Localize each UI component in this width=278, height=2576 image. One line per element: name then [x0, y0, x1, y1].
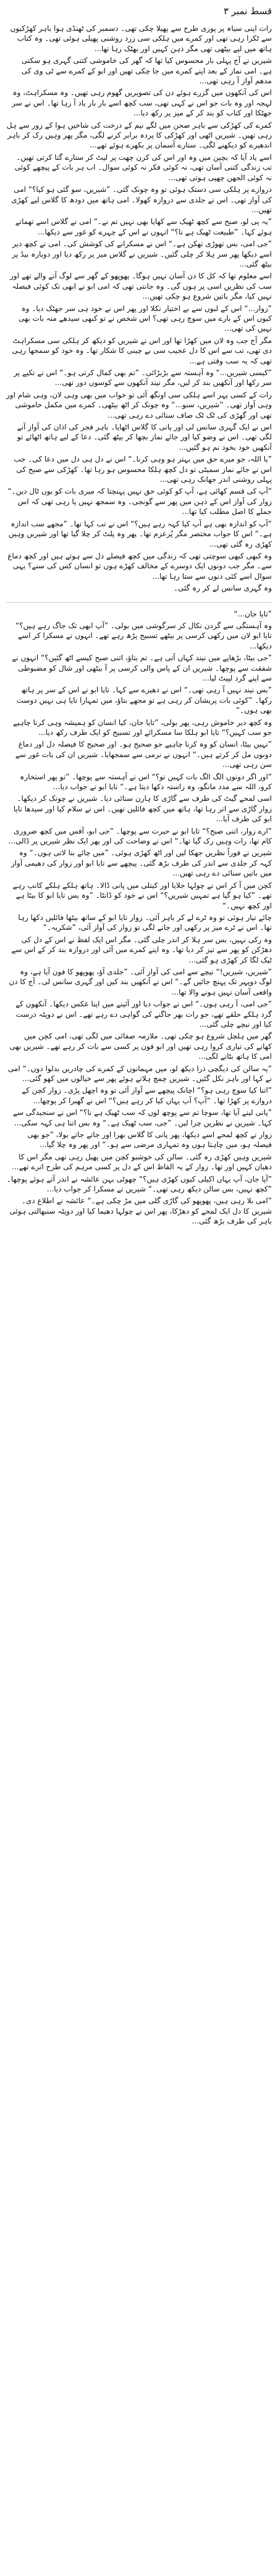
paragraph: اس کی آنکھوں میں گزرے ہوئے دن کی تصویریں گھوم رہی تھیں۔ وہ مسکراہٹ، وہ لہجہ اور وہ بات جو اس نے کہی تھی، سب کچھ اسے بار بار یاد آ رہا تھا۔ اس نے سر جھٹکا اور کتاب کو بند کر کے میز پر رکھ دیا... — [12, 88, 272, 118]
paragraph: شیریں وہیں کھڑی رہ گئی۔ سالن کی خوشبو کچن میں پھیل رہی تھی مگر اس کا دھیان کہیں اور تھا۔ زوار کے یہ الفاظ اس کے دل پر کسی مرہم کی طرح اترے تھے... — [12, 1152, 272, 1172]
paragraph: وہ رکی نہیں، بس سر ہلا کر اندر چلی گئی۔ مگر اس ایک لفظ نے اس کے دل کی دھڑکن کو پھر سے تیز کر دیا تھا۔ وہ اپنے کمرے میں آئی اور دروازہ بند کر کے اس سے ٹیک لگا کر کھڑی ہو گئی... — [11, 935, 272, 964]
paragraph: رات کے کسی پہر اسے ہلکی سی اونگھ آئی تو خواب میں بھی وہی لان، وہی شام اور وہی آواز تھی۔ ”شیریں، سنو...“ وہ چونک کر اٹھ بیٹھی۔ کمرے میں مکمل خاموشی تھی اور گھڑی کی ٹک ٹک صاف سنائی دے رہی تھی... — [6, 390, 272, 420]
paragraph: کمرے کی کھڑکی سے باہر صحن میں لگے نیم کے درخت کی شاخیں ہوا کے زور سے ہل رہی تھیں۔ شیریں اٹھی اور کھڑکی کا پردہ برابر کرنے لگی، مگر پھر وہیں رک کر باہر اندھیرے کو دیکھنے لگی۔ ستارے آسمان پر بکھرے ہوئے تھے... — [6, 120, 272, 150]
paragraph: کچن میں آ کر اس نے چولہا جلایا اور کیتلی میں پانی ڈالا۔ ہاتھ ہلکے ہلکے کانپ رہے تھے۔ ”کیا ہو گیا ہے تمہیں شیریں؟“ اس نے خود کو ڈانٹا۔ ”وہ بس تایا ابو کا بیٹا ہے اور کچھ نہیں۔“ — [12, 880, 272, 910]
paragraph: مگر آج جب وہ لان میں کھڑا تھا اور اس نے شیریں کو دیکھ کر ہلکی سی مسکراہٹ دی تھی، تب سے اس کا دل عجیب سی بے چینی کا شکار تھا۔ وہ خود کو سمجھا رہی تھی کہ یہ سب وقتی ہے... — [12, 336, 272, 365]
paragraph: ”امی بلا رہی ہیں، پھوپھو کی گاڑی گلی میں مڑ چکی ہے۔“ عائشہ نے اطلاع دی۔ شیریں کا دل ایک لمحے کو دھڑکا، پھر اس نے چولہا دھیما کیا اور دوپٹہ سنبھالتی ہوئی باہر کی طرف بڑھ گئی... — [9, 1196, 272, 1226]
paragraph: اسے معلوم تھا کہ کل کا دن آسان نہیں ہوگا۔ پھوپھو کے گھر سے لوگ آنے والے تھے اور سب کی نظریں اسی پر ہوں گی۔ وہ جانتی تھی کہ امی ابو نے ابھی تک کوئی فیصلہ نہیں کیا، مگر باتیں شروع ہو چکی تھیں... — [10, 271, 272, 301]
paragraph: ”زوار...“ اس کے لبوں سے بے اختیار نکلا اور پھر اس نے خود ہی سر جھٹک دیا۔ وہ کیوں اس کے بارے میں سوچ رہی تھی؟ اس شخص نے تو کبھی سیدھے منہ بات بھی نہیں کی تھی... — [18, 304, 272, 333]
paragraph: زوار نے کچھ لمحے اسے دیکھا، پھر پانی کا گلاس بھرا اور جاتے جاتے بولا، ”جو بھی فیصلہ ہو، میں چاہتا ہوں وہ تمہاری مرضی سے ہو۔“ اور پھر وہ چلا گیا... — [27, 1130, 272, 1149]
paragraph: ”بس نیند نہیں آ رہی تھی۔“ اس نے دھیرے سے کہا۔ تایا ابو نے اس کے سر پر ہاتھ رکھا۔ ”کوئی بات پریشان کر رہی ہے تو مجھے بتاؤ، میں تمہارا تایا ہی نہیں دوست بھی ہوں۔“ — [16, 685, 272, 715]
paragraph: ”جی امی، بس تھوڑی تھکن ہے۔“ اس نے مسکرانے کی کوشش کی۔ امی نے کچھ دیر اسے دیکھا پھر سر ہلا کر چلی گئیں۔ شیریں نے گلاس میز پر رکھ دیا اور دوبارہ بیڈ پر بیٹھ گئی... — [12, 239, 272, 268]
paragraph: اسے یاد آیا کہ بچپن میں وہ اور اس کی کزن چھت پر لیٹ کر ستارے گنا کرتی تھیں۔ تب زندگی کتنی آسان تھی، نہ کوئی فکر نہ کوئی سوال۔ اب ہر بات کے پیچھے کوئی نہ کوئی الجھن چھپی ہوتی تھی... — [14, 152, 272, 182]
paragraph: ”اتنا کیا سوچ رہی ہو؟“ اچانک پیچھے سے آواز آئی تو وہ اچھل پڑی۔ زوار کچن کے دروازے پر کھڑا تھا۔ ”آپ؟ آپ یہاں کیا کر رہے ہیں؟“ اس نے گھبرا کر پوچھا... — [22, 1086, 272, 1105]
text-section-2 — [6, 609, 272, 1227]
paragraph: ”کیسی شیریں...“ وہ آہستہ سے بڑبڑائی۔ ”تم بھی کمال کرتی ہو۔“ اس نے تکیے پر سر رکھا اور آنکھیں بند کر لیں، مگر نیند آنکھوں سے کوسوں دور تھی... — [14, 368, 272, 387]
paragraph: دروازے پر ہلکی سی دستک ہوئی تو وہ چونک گئی۔ ”شیریں، سو گئی ہو کیا؟“ امی کی آواز تھی۔ اس نے جلدی سے دروازہ کھولا۔ امی ہاتھ میں دودھ کا گلاس لیے کھڑی تھیں... — [11, 185, 272, 214]
paragraph: ”تایا جان...“ — [234, 609, 272, 618]
paragraph: ”آپ کو اندازہ بھی ہے آپ کیا کہہ رہے ہیں؟“ اس نے تب کہا تھا۔ ”مجھے سب اندازہ ہے۔“ اس کا جواب مختصر مگر پُرعزم تھا۔ پھر وہ پلٹ کر چلا گیا تھا اور شیریں وہیں کھڑی رہ گئی تھی... — [8, 519, 272, 549]
episode-title: قسط نمبر ۳ — [223, 6, 272, 17]
paragraph: ”یہ سالن کی دیگچی ذرا دیکھ لو، میں مہمانوں کے کمرے کی چادریں بدلوا دوں۔“ امی نے کہا اور باہر نکل گئیں۔ شیریں چمچ ہلاتے ہوئے پھر سے خیالوں میں کھو گئی... — [7, 1064, 272, 1083]
paragraph: ”جی بیٹا، بڑھاپے میں نیند کہاں آتی ہے۔ تم بتاؤ، اتنی صبح کیسے اٹھ گئیں؟“ انہوں نے شفقت سے پوچھا۔ شیریں ان کے پاس والی کرسی پر آ بیٹھی اور شال کو مضبوطی سے اپنے گرد لپیٹ لیا... — [12, 653, 272, 682]
paragraph: ”یا اللہ، جو میرے حق میں بہتر ہو وہی کرنا۔“ اس نے دل ہی دل میں دعا کی۔ جب اس نے جائے نماز سمیٹی تو دل کچھ ہلکا محسوس ہو رہا تھا۔ کھڑکی سے صبح کی پہلی روشنی اندر جھانک رہی تھی... — [14, 455, 272, 484]
paragraph: ”آپ کی قسم کھائی ہے، آپ کو کوئی حق نہیں پہنچتا کہ میری بات کو یوں ٹال دیں۔“ زوار کی آواز اس کے ذہن میں پھر سے گونجی۔ وہ سمجھ نہیں پا رہی تھی کہ اس جملے کا اصل مطلب کیا تھا... — [7, 487, 272, 516]
paragraph: ”اور اگر دونوں الگ الگ بات کہیں تو؟“ اس نے آہستہ سے پوچھا۔ ”تو پھر استخارہ کرو، اللہ سے مدد مانگو، وہ راستہ دکھا دیتا ہے۔“ تایا ابو نے جواب دیا... — [20, 772, 272, 792]
paragraph: ”نہیں بیٹا، انسان کو وہ کرنا چاہیے جو صحیح ہو۔ اور صحیح کا فیصلہ دل اور دماغ دونوں مل کر کرتے ہیں۔“ انہوں نے نرمی سے سمجھایا۔ شیریں ان کی بات غور سے سن رہی تھی... — [15, 740, 272, 769]
paragraph: چائے تیار ہوئی تو وہ ٹرے لے کر باہر آئی۔ زوار تایا ابو کے ساتھ بیٹھا فائلیں دکھا رہا تھا۔ اس نے ٹرے میز پر رکھی اور جانے لگی تو زوار کی آواز آئی، ”شکریہ۔“ — [18, 913, 272, 932]
paragraph: ”پانی لینے آیا تھا، سوچا تم سے پوچھ لوں کہ سب ٹھیک ہے نا؟“ اس نے سنجیدگی سے کہا۔ شیریں نے نظریں چرا لیں۔ ”جی، سب ٹھیک ہے۔“ وہ بس اتنا ہی کہہ سکی... — [13, 1108, 272, 1127]
paragraph: رات اپنی سیاہ پر پوری طرح سے پھیلا چکی تھی۔ دسمبر کی ٹھنڈی ہوا باہر کھڑکیوں سے ٹکرا رہی تھی اور کمرے میں ہلکی سی زرد روشنی پھیلی ہوئی تھی۔ وہ کتاب ہاتھ میں لیے بیٹھی تھی مگر ذہن کہیں اور بھٹک رہا تھا... — [10, 24, 272, 53]
section-divider — [6, 602, 272, 603]
paragraph: شیریں نے فوراً نظریں جھکا لیں اور اٹھ کھڑی ہوئی۔ ”میں چائے بنا لاتی ہوں۔“ وہ کہہ کر جلدی سے اندر کی طرف بڑھ گئی۔ پیچھے سے تایا ابو اور زوار کی دھیمی آواز میں باتیں سنائی دے رہی تھیں... — [11, 848, 272, 878]
paragraph: وہ کبھی کبھی سوچتی تھی کہ زندگی میں کچھ فیصلے دل سے ہوتے ہیں اور کچھ دماغ سے۔ مگر جب دونوں ایک دوسرے کے مخالف کھڑے ہوں تو انسان کس کی سنے؟ یہی سوال اسے کئی دنوں سے ستا رہا تھا... — [7, 551, 272, 581]
paragraph: وہ آہستگی سے گردن نکال کر سرگوشی میں بولی۔ ”آپ ابھی تک جاگ رہے ہیں؟“ تایا ابو لان میں رکھی کرسی پر بیٹھے تسبیح پڑھ رہے تھے۔ انہوں نے مسکرا کر اسے دیکھا... — [15, 621, 272, 650]
paragraph: ”جی امی، آ رہی ہوں۔“ اس نے جواب دیا اور آئینے میں اپنا عکس دیکھا۔ آنکھوں کے گرد ہلکے حلقے تھے، جو رات بھر جاگنے کی گواہی دے رہے تھے۔ اس نے دوپٹہ درست کیا اور نیچے چلی گئی... — [15, 1000, 272, 1029]
text-section-1 — [6, 23, 272, 594]
paragraph: وہ کچھ دیر خاموش رہی، پھر بولی، ”تایا جان، کیا انسان کو ہمیشہ وہی کرنا چاہیے جو سب کہیں؟“ تایا ابو ہلکا سا مسکرائے اور تسبیح کو ایک طرف رکھ دیا... — [13, 718, 272, 737]
paragraph: وہ گہری سانس لے کر رہ گئی۔ — [173, 584, 272, 593]
paragraph: ”ارے زوار، اتنی صبح؟“ تایا ابو نے حیرت سے پوچھا۔ ”جی ابو، آفس میں کچھ ضروری کام تھا، رات وہیں رک گیا تھا۔“ اس نے وضاحت کی اور پھر ایک نظر شیریں پر ڈالی... — [8, 826, 272, 846]
paragraph: شیریں نے آج پہلی بار محسوس کیا تھا کہ گھر کی خاموشی کتنی گہری ہو سکتی ہے۔ امی نماز کے بعد اپنے کمرے میں جا چکی تھیں اور ابو کے کمرے سے ٹی وی کی مدھم آواز آ رہی تھی... — [21, 56, 272, 86]
paragraph: گھر میں ہلچل شروع ہو چکی تھی۔ ملازمہ صفائی میں لگی تھی، امی کچن میں کھانے کی تیاری کروا رہی تھیں اور ابو فون پر کسی سے بات کر رہے تھے۔ شیریں بھی امی کا ہاتھ بٹانے لگی... — [9, 1032, 272, 1061]
paragraph: اسی لمحے گیٹ کی طرف سے گاڑی کا ہارن سنائی دیا۔ شیریں نے چونک کر دیکھا۔ زوار گاڑی سے اتر رہا تھا، ہاتھ میں کچھ فائلیں تھیں۔ اس نے سلام کیا اور سیدھا تایا ابو کی طرف آیا... — [13, 794, 272, 824]
paragraph: ”شیریں، شیریں!“ نیچے سے امی کی آواز آئی۔ ”جلدی آؤ، پھوپھو کا فون آیا ہے، وہ لوگ دوپہر تک پہنچ جائیں گے۔“ اس نے آنکھیں بند کیں اور گہری سانس لی۔ آج کا دن واقعی آسان نہیں ہونے والا تھا... — [9, 967, 272, 996]
paragraph: اس نے ایک گہری سانس لی اور پانی کا گلاس اٹھایا۔ باہر فجر کی اذان کی آواز آنے لگی تھی۔ اس نے وضو کیا اور جائے نماز بچھا کر بیٹھ گئی۔ دعا کے لیے ہاتھ اٹھائے تو آنکھیں خود بخود نم ہو گئیں... — [17, 423, 272, 452]
paragraph: ”یہ پی لو، صبح سے کچھ ٹھیک سے کھایا بھی نہیں تم نے۔“ امی نے گلاس اسے تھماتے ہوئے کہا۔ ”طبیعت ٹھیک ہے نا؟“ انہوں نے اس کے چہرے کو غور سے دیکھا... — [15, 217, 272, 236]
paragraph: ”آپا جان، آپ یہاں اکیلی کیوں کھڑی ہیں؟“ چھوٹی بہن عائشہ نے اندر آتے ہوئے پوچھا۔ ”کچھ نہیں، بس سالن دیکھ رہی تھی۔“ شیریں نے مسکرا کر جواب دیا... — [6, 1174, 272, 1194]
